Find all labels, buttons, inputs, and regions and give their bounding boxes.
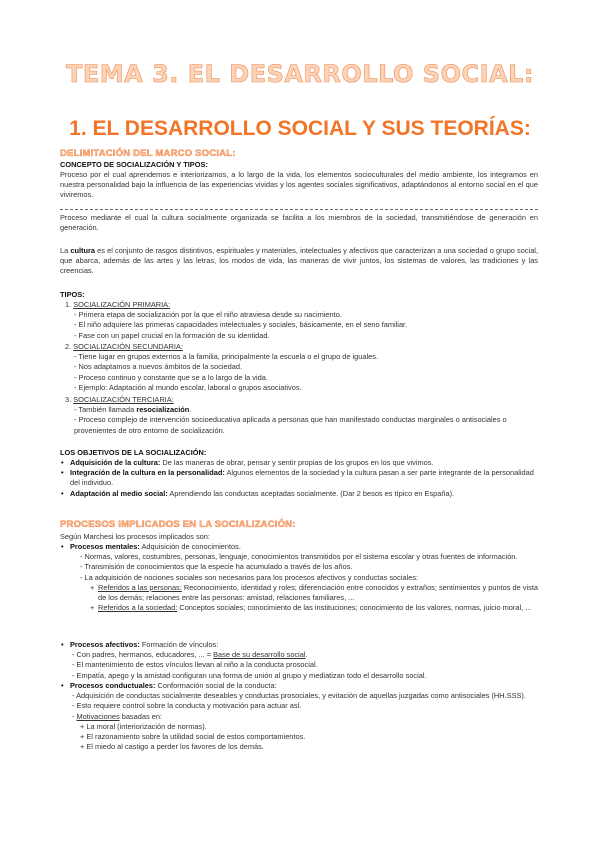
list-item: • Integración de la cultura en la personalidad: Algunos elementos de la sociedad y la cultura pasan a ser parte integrante de la personalidad del individuo.: [60, 468, 538, 488]
tipo-secundaria-title: SOCIALIZACIÓN SECUNDARIA:: [73, 342, 183, 351]
tipo-terciaria: 3. SOCIALIZACIÓN TERCIARIA: - También llamada resocialización. - Proceso complejo de intervención socioeducativa aplicada a personas que han manifestado conductas marginales o antisociales o provenientes de otro entorno de socialización.: [65, 395, 507, 435]
objetivos-title: LOS OBJETIVOS DE LA SOCIALIZACIÓN:: [60, 448, 207, 457]
procesos-mentales: • Procesos mentales: Adquisición de conocimientos. - Normas, valores, costumbres, personas, lenguaje, conocimientos transmitidos por el sistema escolar y otras fuentes de información. - Transmisión de conocimientos que la especie ha acumulado a través de los años. - La adquisición de nociones sociales son necesarios para los procesos afectivos y conductas sociales: + Referidos a las personas: Reconocimiento, identidad y roles; diferenciación entre conocidos y extraños; sentimientos y puntos de vista de los demás; relaciones entre las personas: amistad, relaciones familiares, ... + Referidos a la sociedad: Conceptos sociales; conocimiento de las instituciones; conocimiento de los valores, normas, juicio moral, ...: [60, 542, 538, 613]
list-item: • Procesos conductuales: Conformación social de la conducta:: [60, 681, 538, 691]
list-item: • Procesos mentales: Adquisición de conocimientos.: [60, 542, 538, 552]
concept-paragraph-1: Proceso por el cual aprendemos e interiorizamos, a lo largo de la vida, los elementos socioculturales del medio ambiente, los integramos en nuestra personalidad bajo la influencia de las experiencias vividas y los agentes sociales significativos, adaptándonos al entorno social en el que viviremos.: [60, 170, 538, 200]
dashed-separator: [60, 209, 538, 210]
procesos-intro: Según Marchesi los procesos implicados son:: [60, 532, 210, 541]
culture-term: cultura: [70, 246, 96, 255]
section-title-marco-social: DELIMITACIÓN DEL MARCO SOCIAL:: [60, 148, 236, 159]
tipo-primaria-title: SOCIALIZACIÓN PRIMARIA:: [73, 300, 171, 309]
tipos-label: TIPOS:: [60, 290, 85, 299]
objetivos-list: [60, 458, 538, 499]
culture-paragraph: La cultura es el conjunto de rasgos distintivos, espirituales y materiales, intelectuales y afectivos que caracterizan a una sociedad o grupo social, que abarca, además de las artes y las letras, los modos de vida, las maneras de vivir juntos, los sistemas de valores, las tradiciones y las creencias.: [60, 246, 539, 276]
concept-title: CONCEPTO DE SOCIALIZACIÓN Y TIPOS:: [60, 160, 208, 169]
procesos-conductuales: • Procesos conductuales: Conformación social de la conducta: - Adquisición de conductas socialmente deseables y conductas prosociales, y evitación de aquellas juzgadas como antisociales (HH.SSS). - Esto requiere control sobre la conducta y motivación para actuar así. - Motivaciones basadas en: + La moral (interiorización de normas). + El razonamiento sobre la utilidad social de estos comportamientos. + El miedo al castigo a perder los favores de los demás.: [60, 681, 538, 752]
list-item: • Adquisición de la cultura: De las maneras de obrar, pensar y sentir propias de los grupos en los que vivimos.: [60, 458, 538, 468]
section-title-procesos: PROCESOS IMPLICADOS EN LA SOCIALIZACIÓN:: [60, 519, 296, 530]
tipo-primaria: 1. SOCIALIZACIÓN PRIMARIA: - Primera etapa de socialización por la que el niño atraviesa desde su nacimiento. - El niño adquiere las primeras capacidades intelectuales y sociales, básicamente, en el seno familiar. - Fase con un papel crucial en la formación de su identidad.: [65, 300, 408, 340]
list-item: • Procesos afectivos: Formación de vínculos:: [60, 640, 538, 650]
list-item: • Adaptación al medio social: Aprendiendo las conductas aceptadas socialmente. (Dar 2 besos es típico en España).: [60, 489, 538, 499]
page-title: TEMA 3. EL DESARROLLO SOCIAL:: [65, 60, 534, 88]
procesos-afectivos: • Procesos afectivos: Formación de vínculos: - Con padres, hermanos, educadores, ... = Base de su desarrollo social. - El mantenimiento de estos vínculos llevan al niño a la conducta prosocial. - Empatía, apego y la amistad configuran una forma de unión al grupo y mediatizan todo el desarrollo social.: [60, 640, 538, 681]
tipo-secundaria: 2. SOCIALIZACIÓN SECUNDARIA: - Tiene lugar en grupos externos a la familia, principalmente la escuela o el grupo de iguales. - Nos adaptamos a nuevos ámbitos de la sociedad. - Proceso continuo y constante que se a lo largo de la vida. - Ejemplo: Adaptación al mundo escolar, laboral o grupos asociativos.: [65, 342, 379, 392]
tipo-terciaria-title: SOCIALIZACIÓN TERCIARIA:: [73, 395, 174, 404]
concept-paragraph-2: Proceso mediante el cual la cultura socialmente organizada se facilita a los miembros de la sociedad, transmitiéndose de generación en generación.: [60, 213, 538, 233]
main-heading: 1. EL DESARROLLO SOCIAL Y SUS TEORÍAS:: [69, 117, 531, 140]
